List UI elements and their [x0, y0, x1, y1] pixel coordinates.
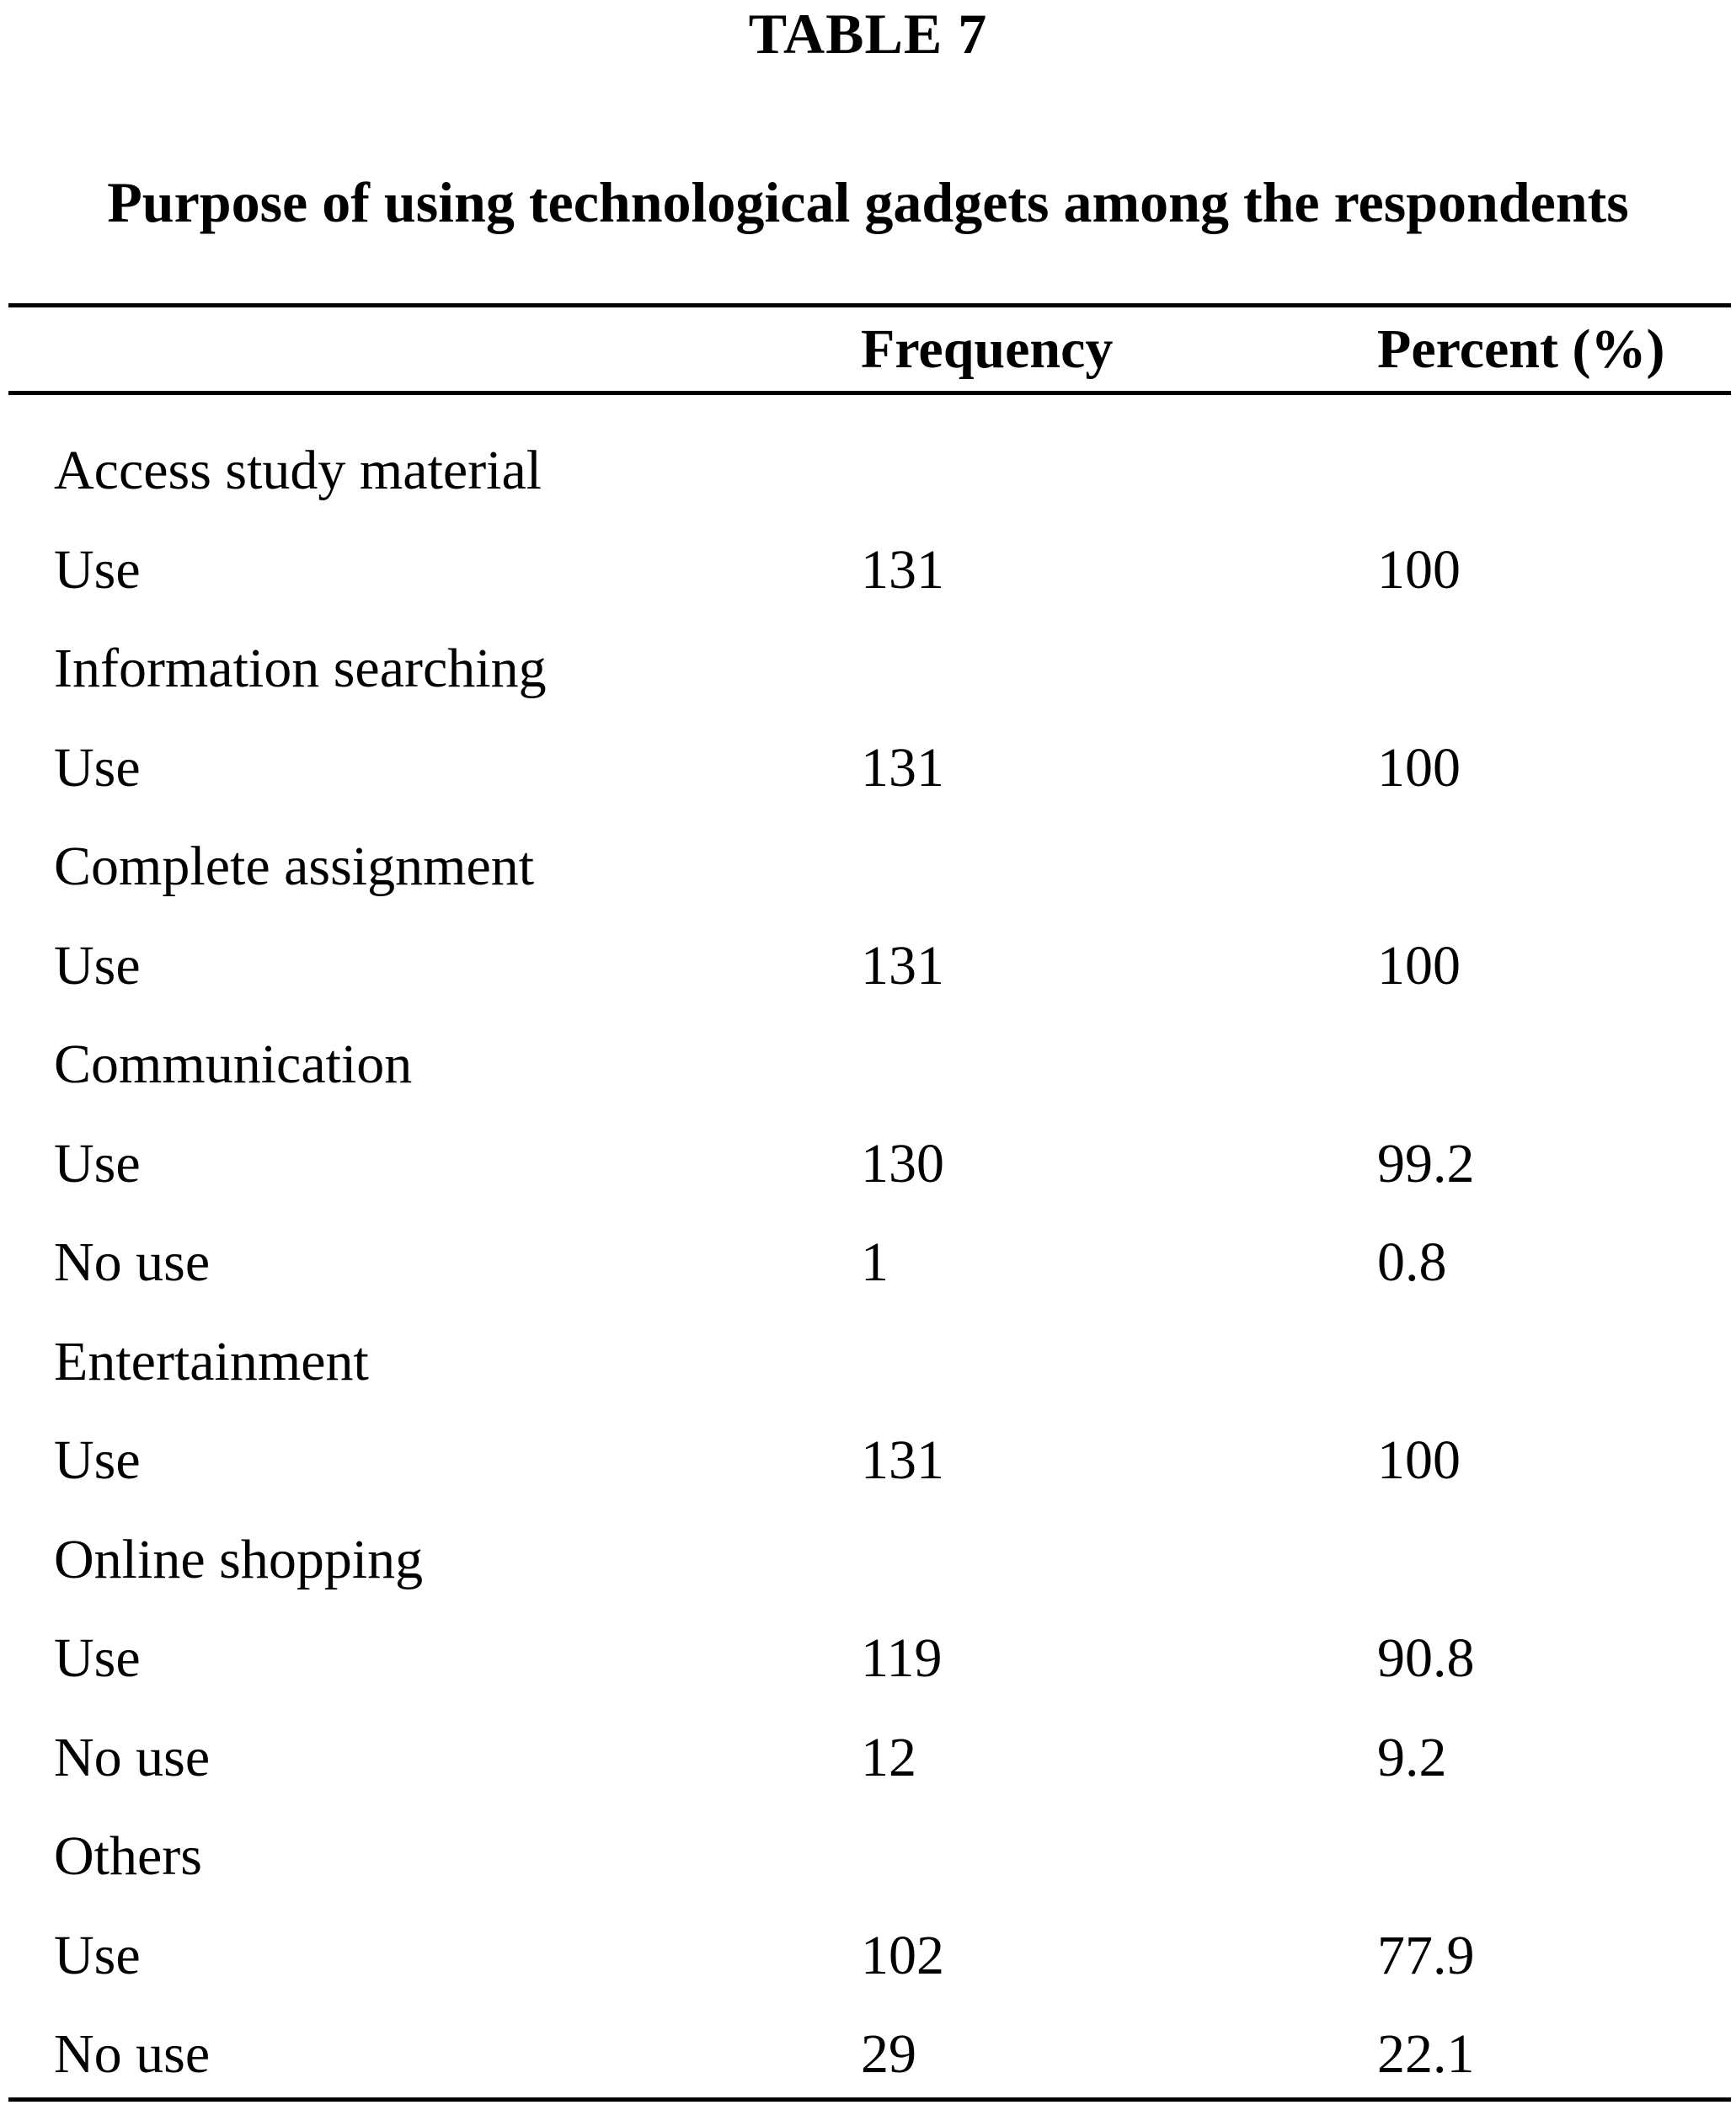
row-percent: 0.8 — [1377, 1231, 1447, 1293]
table-row — [0, 2005, 1736, 2104]
row-frequency: 1 — [861, 1231, 889, 1293]
row-frequency: 29 — [861, 2023, 916, 2085]
table-header-rule — [8, 391, 1731, 395]
row-label: Use — [54, 1132, 141, 1194]
row-label: Information searching — [54, 638, 547, 699]
row-label: Complete assignment — [54, 836, 535, 897]
row-frequency: 102 — [861, 1924, 944, 1986]
row-percent: 90.8 — [1377, 1627, 1475, 1689]
table-caption: Purpose of using technological gadgets among the respondents — [107, 170, 1629, 234]
row-label: No use — [54, 2023, 211, 2085]
table-number: TABLE 7 — [748, 2, 988, 66]
table-row — [0, 1213, 1736, 1312]
table-body — [0, 421, 1736, 2104]
row-label: Use — [54, 1627, 141, 1689]
row-label: Access study material — [54, 440, 542, 501]
row-label: Use — [54, 736, 141, 799]
table-row — [0, 1312, 1736, 1412]
row-percent: 100 — [1377, 1429, 1461, 1491]
table-row — [0, 719, 1736, 818]
table-row — [0, 916, 1736, 1016]
table-row — [0, 619, 1736, 719]
row-frequency: 131 — [861, 1429, 944, 1491]
table-row — [0, 817, 1736, 916]
column-header-percent: Percent (%) — [1377, 318, 1665, 380]
table-row — [0, 1510, 1736, 1610]
table-row — [0, 1609, 1736, 1708]
table-bottom-rule — [8, 2097, 1731, 2102]
table-row — [0, 521, 1736, 620]
row-frequency: 119 — [861, 1627, 943, 1689]
row-frequency: 131 — [861, 934, 944, 996]
table-row — [0, 1906, 1736, 2006]
table-row — [0, 1411, 1736, 1510]
row-percent: 22.1 — [1377, 2023, 1475, 2085]
row-percent: 77.9 — [1377, 1924, 1475, 1986]
row-percent: 100 — [1377, 934, 1461, 996]
table-row — [0, 1015, 1736, 1114]
column-header-frequency: Frequency — [861, 318, 1114, 380]
table-row — [0, 1708, 1736, 1808]
row-label: Use — [54, 1429, 141, 1491]
row-label: Use — [54, 1924, 141, 1986]
table-row — [0, 1114, 1736, 1214]
row-frequency: 131 — [861, 538, 944, 601]
row-label: Communication — [54, 1034, 413, 1095]
row-percent: 99.2 — [1377, 1132, 1475, 1194]
row-percent: 9.2 — [1377, 1726, 1447, 1788]
row-label: No use — [54, 1726, 211, 1788]
row-frequency: 130 — [861, 1132, 944, 1194]
row-label: Use — [54, 538, 141, 601]
row-label: Entertainment — [54, 1330, 369, 1392]
row-frequency: 12 — [861, 1726, 916, 1788]
row-label: No use — [54, 1231, 211, 1293]
table-row — [0, 1807, 1736, 1906]
row-label: Online shopping — [54, 1528, 424, 1590]
row-percent: 100 — [1377, 736, 1461, 799]
row-label: Use — [54, 934, 141, 996]
table-header-row — [0, 307, 1736, 391]
table-row — [0, 421, 1736, 521]
row-frequency: 131 — [861, 736, 944, 799]
row-label: Others — [54, 1825, 202, 1887]
row-percent: 100 — [1377, 538, 1461, 601]
